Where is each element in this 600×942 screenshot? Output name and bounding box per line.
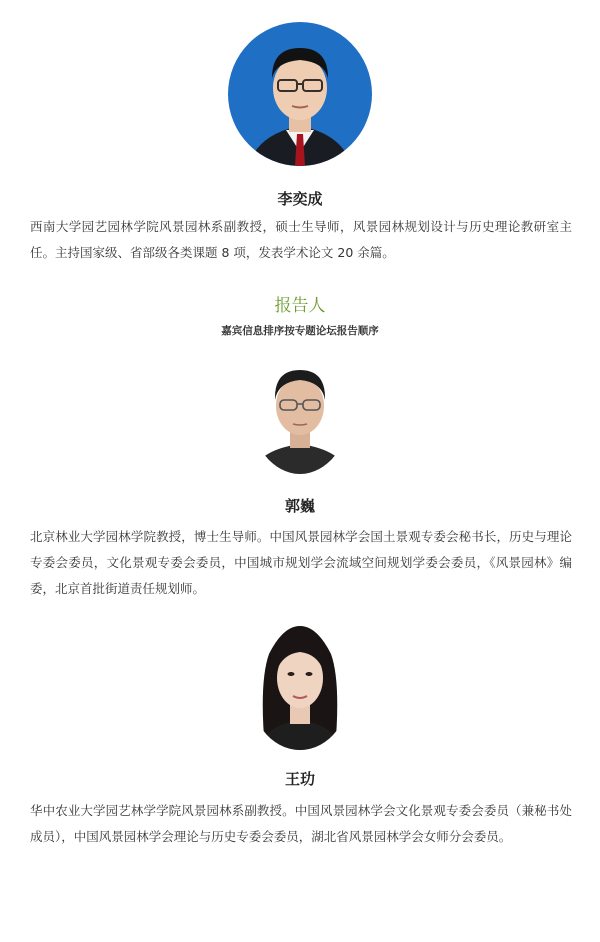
avatar-li-yicheng xyxy=(228,22,372,166)
speaker-name: 郭巍 xyxy=(284,497,315,515)
person-name: 李奕成 xyxy=(277,190,323,208)
person-bio: 西南大学园艺园林学院风景园林系副教授，硕士生导师，风景园林规划设计与历史理论教研室主任。主持国家级、省部级各类课题 8 项，发表学术论文 20 余篇。 xyxy=(30,219,572,260)
speaker-name: 王玏 xyxy=(284,770,315,788)
portrait-guo-wei xyxy=(250,344,350,474)
portrait-wang-le xyxy=(247,612,353,750)
section-subtitle: 嘉宾信息排序按专题论坛报告顺序 xyxy=(221,325,379,337)
speaker-bio: 北京林业大学园林学院教授，博士生导师。中国风景园林学会国土景观专委会秘书长，历史与理论专委会委员，文化景观专委会委员，中国城市规划学会流域空间规划学委会委员，《风景园林》编委，北京首批街道责任规划师。 xyxy=(30,529,572,596)
section-title: 报告人 xyxy=(274,296,326,316)
speaker-bio: 华中农业大学园艺林学学院风景园林系副教授。中国风景园林学会文化景观专委会委员（兼秘书处成员），中国风景园林学会理论与历史专委会委员，湖北省风景园林学会女师分会委员。 xyxy=(30,803,572,844)
portrait-li-yicheng xyxy=(228,22,372,166)
avatar-wang-le xyxy=(247,612,353,750)
avatar-guo-wei xyxy=(250,344,350,474)
